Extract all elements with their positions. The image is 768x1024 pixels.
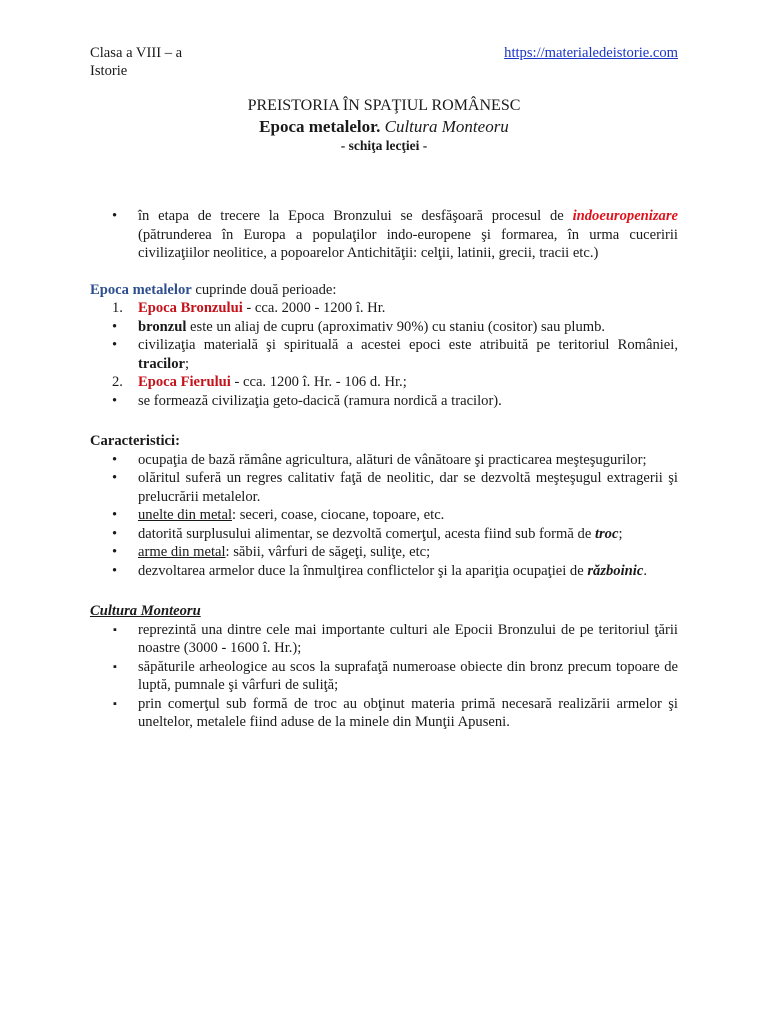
- item-text: prin comerţul sub formă de troc au obţinut materia primă necesară realizării armelor şi uneltelor, metalele fiind aduse de la minele din Munţii Apuseni.: [138, 695, 678, 730]
- heading-rest: cuprinde două perioade:: [191, 281, 337, 298]
- main-title: PREISTORIA ÎN SPAŢIUL ROMÂNESC: [247, 97, 521, 114]
- section-heading: [90, 281, 678, 300]
- tracilor-term: tracilor: [138, 355, 185, 372]
- subtitle-italic: Cultura Monteoru: [380, 117, 509, 136]
- website-link[interactable]: https://materialedeistorie.com: [504, 45, 678, 61]
- list-item: [90, 318, 678, 337]
- square-bullet-marker: ▪: [113, 623, 117, 636]
- troc-term: troc: [594, 525, 619, 542]
- item-text: : săbii, vârfuri de săgeţi, suliţe, etc;: [225, 544, 431, 560]
- bullet-marker: •: [112, 318, 118, 335]
- monteoru-list: [90, 621, 678, 732]
- caracteristici-heading: Caracteristici:: [90, 433, 180, 449]
- list-item: [90, 562, 678, 581]
- bronzul-term: bronzul: [138, 318, 187, 335]
- caracteristici-list: [90, 451, 678, 581]
- list-item: [90, 543, 678, 562]
- list-item: [90, 506, 678, 525]
- bullet-marker: •: [112, 451, 118, 468]
- item-text: dezvoltarea armelor duce la înmulţirea conflictelor şi la apariţia ocupaţiei de: [138, 562, 588, 579]
- bullet-marker: •: [112, 507, 118, 523]
- intro-list: [90, 207, 678, 263]
- item-text: olăritul suferă un regres calitativ faţă de neolitic, dar se dezvoltă meşteşugul extragerii şi prelucrării metalelor.: [138, 470, 678, 505]
- section-caracteristici: [90, 432, 678, 580]
- monteoru-heading: Cultura Monteoru: [90, 603, 201, 619]
- item-text: datorită surplusului alimentar, se dezvoltă comerţul, acesta fiind sub formă de: [138, 525, 595, 542]
- item-text: : seceri, coase, ciocane, topoare, etc.: [232, 507, 445, 523]
- square-bullet-marker: ▪: [113, 660, 117, 673]
- item-text-end: .: [643, 562, 647, 579]
- item-text: - cca. 2000 - 1200 î. Hr.: [242, 300, 386, 316]
- class-label: Clasa a VIII – a Istorie: [90, 45, 183, 79]
- epoca-bronzului-title: Epoca Bronzului: [138, 300, 243, 316]
- number-marker: 1.: [112, 300, 123, 316]
- subtitle-bold: Epoca metalelor.: [259, 117, 381, 136]
- bullet-marker: •: [112, 470, 118, 486]
- bullet-marker: •: [112, 208, 118, 224]
- list-item: [90, 469, 678, 506]
- list-item: [90, 525, 678, 544]
- bullet-marker: •: [112, 525, 118, 542]
- item-text: ocupaţia de bază rămâne agricultura, alături de vânătoare şi practicarea meşteşugurilor;: [138, 451, 647, 468]
- item-text: este un aliaj de cupru (aproximativ 90%) cu staniu (cositor) sau plumb.: [186, 318, 606, 335]
- epoca-fierului-title: Epoca Fierului: [138, 374, 231, 390]
- numbered-item: [90, 373, 678, 392]
- razboinic-term: războinic: [587, 562, 644, 579]
- page-header: [90, 44, 678, 80]
- unelte-term: unelte din metal: [138, 507, 233, 523]
- list-item: [90, 336, 678, 373]
- number-marker: 2.: [112, 374, 123, 390]
- bullet-marker: •: [112, 337, 118, 353]
- item-text: se formează civilizaţia geto-dacică (ramura nordică a tracilor).: [138, 392, 502, 409]
- epoca-list: [90, 299, 678, 410]
- bullet-marker: •: [112, 392, 118, 409]
- epoca-metalelor-heading: Epoca metalelor: [90, 281, 192, 298]
- list-item: [90, 695, 678, 732]
- list-item: [90, 207, 678, 263]
- numbered-item: [90, 299, 678, 318]
- bullet-marker: •: [112, 562, 118, 579]
- arme-term: arme din metal: [138, 544, 226, 560]
- section-epoca-metalelor: [90, 281, 678, 411]
- item-text: reprezintă una dintre cele mai importante culturi ale Epocii Bronzului de pe teritoriul ţării noastre (3000 - 1600 î. Hr.);: [138, 621, 678, 656]
- indoeuropenizare-term: indoeuropenizare: [572, 208, 678, 224]
- section-cultura-monteoru: [90, 602, 678, 732]
- bullet-marker: •: [112, 544, 118, 560]
- item-text: săpăturile arheologice au scos la suprafaţă numeroase obiecte din bronz precum topoare de luptă, pumnale şi vârfuri de suliţă;: [138, 658, 678, 693]
- list-item: [90, 392, 678, 411]
- list-item: [90, 451, 678, 470]
- item-text: civilizaţia materială şi spirituală a acestei epoci este atribuită pe teritoriul României,: [138, 337, 678, 353]
- lesson-outline-label: - schiţa lecţiei -: [340, 138, 428, 153]
- list-item: [90, 658, 678, 695]
- subtitle: [90, 116, 678, 137]
- title-block: [90, 96, 678, 155]
- item-text: - cca. 1200 î. Hr. - 106 d. Hr.;: [230, 374, 407, 390]
- intro-text: în etapa de trecere la Epoca Bronzului se desfăşoară procesul de: [138, 208, 573, 224]
- square-bullet-marker: ▪: [113, 697, 117, 710]
- list-item: [90, 621, 678, 658]
- item-text-end: ;: [185, 355, 190, 372]
- item-text-end: ;: [618, 525, 623, 542]
- intro-text-rest: (pătrunderea în Europa a populaţilor indo-europene şi formarea, în urma cuceririi civilizaţiilor neolitice, a popoarelor Antichităţii: celţii, latinii, grecii, tracii etc.): [138, 226, 678, 261]
